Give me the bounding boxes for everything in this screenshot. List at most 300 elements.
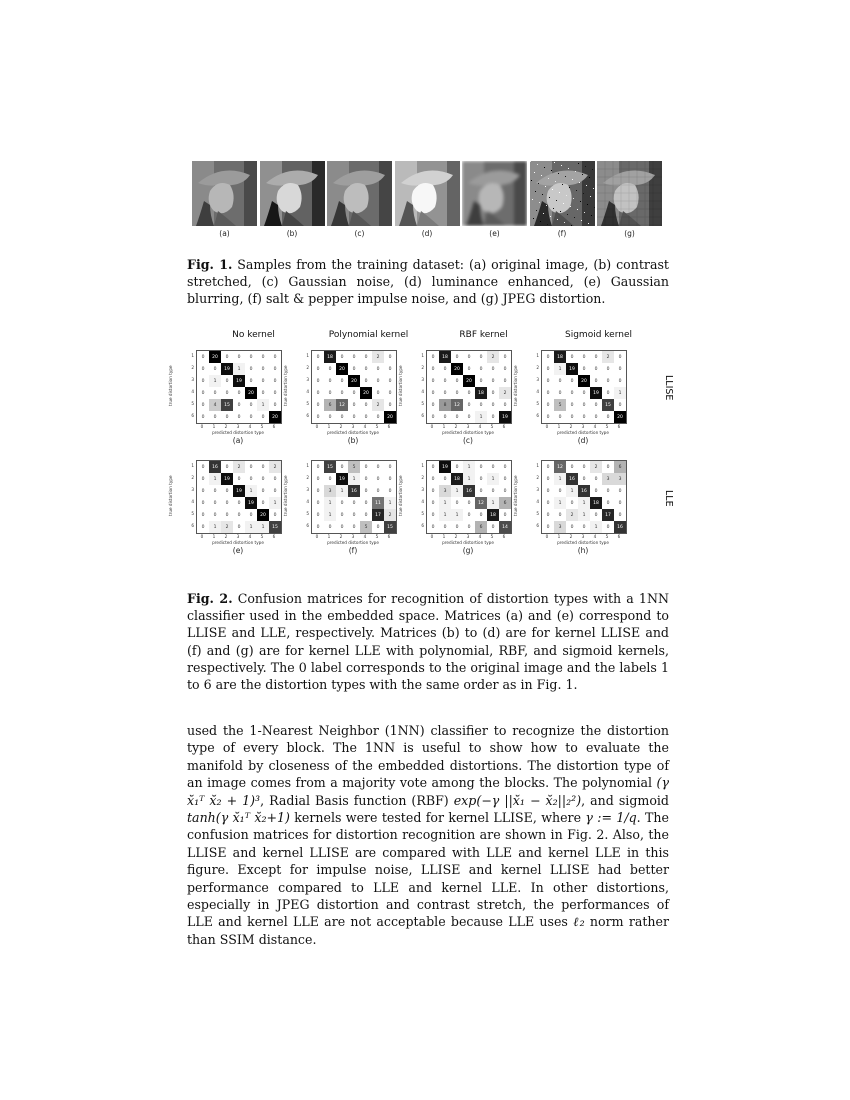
matrix-cell: 0	[336, 387, 348, 399]
matrix-x-tick: 3	[466, 534, 470, 539]
sample-image-5	[530, 161, 595, 226]
matrix-cell: 1	[554, 473, 566, 485]
matrix-x-tick: 4	[593, 534, 597, 539]
matrix-y-tick: 5	[191, 511, 194, 516]
matrix-cell: 11	[372, 497, 384, 509]
matrix-x-axis-label: predicted distortion type	[327, 540, 379, 545]
matrix-cell: 0	[336, 375, 348, 387]
polynomial-kernel-formula: (γ x̆₁ᵀ x̆₂ + 1)³	[187, 775, 669, 808]
matrix-x-tick: 3	[466, 424, 470, 429]
matrix-cell: 0	[451, 461, 463, 473]
matrix-x-tick: 3	[351, 534, 355, 539]
matrix-cell: 5	[554, 399, 566, 411]
matrix-y-tick: 3	[306, 487, 309, 492]
confusion-matrix-grid	[196, 460, 282, 534]
matrix-cell: 0	[324, 375, 336, 387]
matrix-cell: 0	[487, 411, 499, 423]
matrix-cell: 0	[614, 399, 626, 411]
matrix-x-axis-label: predicted distortion type	[327, 430, 379, 435]
matrix-cell: 1	[566, 485, 578, 497]
matrix-cell: 0	[197, 363, 209, 375]
sample-image-label: (a)	[219, 229, 230, 238]
confusion-matrix-a	[168, 344, 295, 445]
matrix-cell: 0	[348, 387, 360, 399]
matrix-x-tick: 2	[339, 534, 343, 539]
matrix-cell: 0	[348, 497, 360, 509]
confusion-matrix-h	[513, 454, 640, 555]
matrix-cell: 0	[566, 497, 578, 509]
matrix-cell: 0	[475, 375, 487, 387]
matrix-cell: 0	[372, 521, 384, 533]
matrix-cell: 20	[384, 411, 396, 423]
matrix-cell: 0	[257, 351, 269, 363]
matrix-x-tick: 5	[605, 424, 609, 429]
matrix-cell: 0	[463, 411, 475, 423]
matrix-cell: 0	[590, 473, 602, 485]
matrix-cell: 0	[578, 521, 590, 533]
matrix-cell: 0	[578, 411, 590, 423]
matrix-x-tick: 1	[212, 534, 216, 539]
matrix-cell: 0	[245, 375, 257, 387]
matrix-cell: 0	[499, 351, 511, 363]
matrix-cell: 0	[384, 461, 396, 473]
matrix-cell: 1	[257, 521, 269, 533]
matrix-y-tick: 5	[421, 511, 424, 516]
matrix-cell: 0	[360, 509, 372, 521]
matrix-cell: 0	[475, 399, 487, 411]
matrix-cell: 0	[499, 375, 511, 387]
matrix-cell: 0	[372, 485, 384, 497]
matrix-cell: 0	[269, 473, 281, 485]
matrix-x-tick: 0	[315, 424, 319, 429]
matrix-cell: 0	[209, 509, 221, 521]
sample-image-3	[395, 161, 460, 226]
matrix-cell: 0	[602, 375, 614, 387]
matrix-cell: 0	[312, 473, 324, 485]
matrix-cell: 12	[336, 399, 348, 411]
matrix-x-axis-label: predicted distortion type	[557, 430, 609, 435]
matrix-x-tick: 1	[442, 534, 446, 539]
matrix-cell: 0	[487, 485, 499, 497]
matrix-cell: 0	[439, 375, 451, 387]
matrix-x-tick: 6	[617, 424, 621, 429]
matrix-x-tick: 3	[236, 424, 240, 429]
matrix-x-tick: 0	[545, 424, 549, 429]
matrix-cell: 0	[209, 387, 221, 399]
matrix-y-tick: 2	[421, 475, 424, 480]
matrix-cell: 0	[233, 351, 245, 363]
matrix-cell: 0	[542, 387, 554, 399]
matrix-cell: 0	[590, 485, 602, 497]
matrix-x-tick: 2	[224, 424, 228, 429]
matrix-cell: 0	[312, 485, 324, 497]
matrix-cell: 0	[542, 375, 554, 387]
matrix-cell: 0	[221, 461, 233, 473]
matrix-cell: 0	[487, 363, 499, 375]
matrix-cell: 1	[348, 473, 360, 485]
matrix-cell: 0	[554, 387, 566, 399]
matrix-cell: 0	[614, 497, 626, 509]
matrix-cell: 16	[614, 521, 626, 533]
matrix-cell: 0	[475, 473, 487, 485]
matrix-x-tick: 4	[248, 534, 252, 539]
matrix-cell: 0	[312, 375, 324, 387]
matrix-cell: 0	[427, 521, 439, 533]
matrix-sublabel: (d)	[577, 436, 589, 445]
sample-image-label: (c)	[354, 229, 365, 238]
matrix-cell: 0	[312, 399, 324, 411]
sample-image-label: (f)	[557, 229, 567, 238]
matrix-cell: 1	[463, 473, 475, 485]
body-text-2: , Radial Basis function (RBF)	[260, 792, 454, 808]
confusion-matrix-b	[283, 344, 410, 445]
sample-image-label: (d)	[421, 229, 433, 238]
matrix-y-tick: 2	[306, 365, 309, 370]
matrix-cell: 6	[499, 497, 511, 509]
matrix-cell: 0	[372, 473, 384, 485]
matrix-y-tick: 1	[421, 353, 424, 358]
matrix-cell: 1	[257, 399, 269, 411]
matrix-cell: 0	[602, 521, 614, 533]
body-text-5: . The confusion matrices for distortion recognition are shown in Fig. 2. Also, the LLISE and kernel LLISE are compared with LLE and kernel LLE in this figure. Except for impulse noise, LLISE and kernel LLISE had better performance compared to LLE and kernel LLE. In other distortions, especially in JPEG distortion and contrast stretch, the performances of LLE and kernel LLE are not acceptable because LLE uses	[187, 810, 669, 930]
row-title-lle: LLE	[663, 489, 674, 507]
matrix-cell: 2	[384, 509, 396, 521]
matrix-sublabel: (g)	[462, 546, 474, 555]
figure-1-caption-label: Fig. 1.	[187, 257, 233, 272]
matrix-cell: 0	[475, 351, 487, 363]
matrix-cell: 0	[360, 497, 372, 509]
matrix-cell: 0	[209, 485, 221, 497]
matrix-y-tick: 3	[421, 487, 424, 492]
matrix-cell: 0	[427, 351, 439, 363]
matrix-cell: 2	[269, 461, 281, 473]
matrix-y-tick: 5	[536, 401, 539, 406]
confusion-matrix-g	[398, 454, 525, 555]
matrix-y-tick: 6	[191, 413, 194, 418]
gamma-definition: γ := 1/q	[585, 810, 637, 826]
matrix-cell: 0	[197, 461, 209, 473]
matrix-cell: 0	[499, 485, 511, 497]
matrix-cell: 0	[245, 399, 257, 411]
matrix-x-tick: 4	[363, 534, 367, 539]
matrix-cell: 0	[197, 497, 209, 509]
matrix-cell: 18	[590, 497, 602, 509]
matrix-y-tick: 4	[536, 499, 539, 504]
matrix-cell: 0	[257, 387, 269, 399]
matrix-cell: 1	[487, 473, 499, 485]
matrix-cell: 0	[487, 387, 499, 399]
matrix-cell: 0	[269, 399, 281, 411]
matrix-cell: 1	[614, 387, 626, 399]
matrix-cell: 0	[384, 375, 396, 387]
matrix-cell: 2	[487, 351, 499, 363]
matrix-cell: 0	[372, 411, 384, 423]
matrix-cell: 0	[578, 351, 590, 363]
matrix-cell: 0	[372, 461, 384, 473]
matrix-x-tick: 6	[502, 534, 506, 539]
sample-image-4	[462, 161, 527, 226]
matrix-cell: 0	[590, 351, 602, 363]
matrix-cell: 0	[312, 521, 324, 533]
matrix-cell: 2	[221, 521, 233, 533]
matrix-cell: 0	[221, 497, 233, 509]
matrix-y-tick: 4	[536, 389, 539, 394]
matrix-cell: 0	[439, 521, 451, 533]
matrix-cell: 16	[348, 485, 360, 497]
matrix-cell: 15	[221, 399, 233, 411]
matrix-cell: 0	[233, 509, 245, 521]
matrix-x-tick: 0	[200, 424, 204, 429]
matrix-cell: 20	[257, 509, 269, 521]
matrix-cell: 1	[439, 497, 451, 509]
matrix-y-tick: 3	[191, 377, 194, 382]
matrix-cell: 1	[451, 485, 463, 497]
matrix-cell: 19	[439, 461, 451, 473]
figure-2-caption	[187, 590, 669, 693]
matrix-cell: 0	[257, 363, 269, 375]
matrix-cell: 0	[245, 461, 257, 473]
matrix-y-tick: 5	[306, 511, 309, 516]
matrix-cell: 18	[487, 509, 499, 521]
matrix-cell: 0	[590, 363, 602, 375]
matrix-cell: 0	[542, 399, 554, 411]
matrix-y-tick: 3	[421, 377, 424, 382]
matrix-cell: 0	[257, 473, 269, 485]
matrix-cell: 0	[384, 351, 396, 363]
matrix-cell: 0	[463, 509, 475, 521]
matrix-cell: 0	[197, 485, 209, 497]
matrix-cell: 0	[324, 363, 336, 375]
matrix-cell: 0	[233, 521, 245, 533]
matrix-cell: 20	[451, 363, 463, 375]
matrix-cell: 0	[269, 363, 281, 375]
matrix-cell: 0	[348, 363, 360, 375]
matrix-x-tick: 2	[569, 534, 573, 539]
matrix-x-axis-label: predicted distortion type	[212, 430, 264, 435]
matrix-cell: 0	[614, 351, 626, 363]
matrix-cell: 0	[439, 473, 451, 485]
matrix-cell: 0	[451, 387, 463, 399]
matrix-cell: 0	[463, 497, 475, 509]
confusion-matrix-grid	[196, 350, 282, 424]
matrix-cell: 0	[360, 351, 372, 363]
matrix-cell: 0	[566, 521, 578, 533]
matrix-cell: 20	[209, 351, 221, 363]
matrix-y-axis-label: true distortion type	[283, 365, 288, 407]
matrix-cell: 0	[475, 461, 487, 473]
matrix-cell: 3	[554, 521, 566, 533]
matrix-cell: 0	[233, 387, 245, 399]
matrix-cell: 0	[542, 351, 554, 363]
matrix-sublabel: (b)	[347, 436, 359, 445]
matrix-cell: 0	[221, 485, 233, 497]
matrix-x-tick: 3	[351, 424, 355, 429]
matrix-y-tick: 1	[306, 353, 309, 358]
matrix-cell: 18	[475, 387, 487, 399]
matrix-x-tick: 6	[617, 534, 621, 539]
matrix-cell: 2	[566, 509, 578, 521]
matrix-cell: 16	[463, 485, 475, 497]
matrix-cell: 0	[463, 521, 475, 533]
matrix-cell: 0	[427, 461, 439, 473]
matrix-y-tick: 2	[191, 365, 194, 370]
sample-image-1	[260, 161, 325, 226]
matrix-cell: 0	[590, 399, 602, 411]
matrix-cell: 0	[372, 375, 384, 387]
matrix-x-tick: 6	[272, 424, 276, 429]
matrix-cell: 19	[566, 363, 578, 375]
matrix-cell: 0	[336, 461, 348, 473]
matrix-cell: 1	[324, 509, 336, 521]
matrix-cell: 0	[233, 473, 245, 485]
matrix-cell: 1	[245, 521, 257, 533]
matrix-cell: 1	[233, 363, 245, 375]
matrix-x-tick: 6	[387, 534, 391, 539]
matrix-y-tick: 4	[421, 389, 424, 394]
matrix-cell: 4	[209, 399, 221, 411]
matrix-cell: 0	[269, 509, 281, 521]
matrix-cell: 0	[372, 363, 384, 375]
matrix-cell: 0	[269, 351, 281, 363]
matrix-cell: 6	[614, 461, 626, 473]
matrix-cell: 0	[384, 363, 396, 375]
matrix-cell: 15	[269, 521, 281, 533]
matrix-cell: 0	[554, 509, 566, 521]
matrix-y-axis-label: true distortion type	[168, 475, 173, 517]
matrix-cell: 20	[360, 387, 372, 399]
matrix-cell: 0	[554, 375, 566, 387]
matrix-x-tick: 3	[581, 424, 585, 429]
matrix-cell: 14	[499, 521, 511, 533]
matrix-cell: 0	[427, 387, 439, 399]
matrix-x-tick: 4	[478, 424, 482, 429]
matrix-cell: 0	[487, 461, 499, 473]
confusion-matrix-d	[513, 344, 640, 445]
matrix-cell: 19	[233, 485, 245, 497]
matrix-x-tick: 2	[339, 424, 343, 429]
matrix-cell: 1	[590, 521, 602, 533]
l2-norm-symbol: ℓ₂	[573, 914, 585, 930]
matrix-cell: 0	[487, 521, 499, 533]
matrix-cell: 0	[427, 497, 439, 509]
matrix-cell: 0	[312, 509, 324, 521]
matrix-cell: 0	[312, 497, 324, 509]
matrix-cell: 0	[209, 411, 221, 423]
matrix-y-tick: 5	[306, 401, 309, 406]
matrix-cell: 0	[197, 387, 209, 399]
matrix-cell: 0	[578, 363, 590, 375]
matrix-y-axis-label: true distortion type	[513, 475, 518, 517]
matrix-cell: 0	[602, 387, 614, 399]
matrix-cell: 0	[336, 351, 348, 363]
matrix-cell: 0	[336, 497, 348, 509]
figure-2-confusion-matrices	[168, 326, 674, 586]
matrix-sublabel: (a)	[232, 436, 244, 445]
figure-2-caption-label: Fig. 2.	[187, 591, 233, 606]
confusion-matrix-grid	[426, 460, 512, 534]
matrix-cell: 19	[336, 473, 348, 485]
matrix-cell: 0	[590, 509, 602, 521]
matrix-cell: 0	[197, 375, 209, 387]
matrix-cell: 0	[475, 509, 487, 521]
matrix-cell: 18	[439, 351, 451, 363]
matrix-cell: 0	[197, 509, 209, 521]
matrix-x-tick: 0	[200, 534, 204, 539]
matrix-cell: 0	[499, 473, 511, 485]
matrix-cell: 0	[348, 509, 360, 521]
matrix-cell: 0	[427, 473, 439, 485]
figure-1-strip	[192, 161, 662, 241]
matrix-cell: 0	[542, 509, 554, 521]
matrix-cell: 1	[554, 363, 566, 375]
matrix-cell: 20	[269, 411, 281, 423]
matrix-cell: 0	[427, 485, 439, 497]
matrix-x-tick: 0	[430, 424, 434, 429]
matrix-cell: 2	[372, 399, 384, 411]
matrix-cell: 3	[439, 485, 451, 497]
matrix-cell: 0	[257, 497, 269, 509]
matrix-y-tick: 2	[536, 475, 539, 480]
matrix-x-tick: 3	[581, 534, 585, 539]
matrix-cell: 0	[487, 399, 499, 411]
confusion-matrix-grid	[311, 350, 397, 424]
matrix-cell: 0	[566, 399, 578, 411]
matrix-x-tick: 1	[327, 534, 331, 539]
matrix-x-tick: 4	[593, 424, 597, 429]
matrix-cell: 20	[336, 363, 348, 375]
matrix-cell: 0	[312, 461, 324, 473]
matrix-cell: 0	[463, 399, 475, 411]
matrix-cell: 0	[463, 351, 475, 363]
figure-2-caption-text: Confusion matrices for recognition of distortion types with a 1NN classifier used in the embedded space. Matrices (a) and (e) correspond to LLISE and LLE, respectively. Matrices (b) to (d) are for kernel LLISE and (f) and (g) are for kernel LLE with polynomial, RBF, and sigmoid kernels, respectively. The 0 label corresponds to the original image and the labels 1 to 6 are the distortion types with the same order as in Fig. 1.	[187, 591, 669, 693]
matrix-cell: 2	[233, 461, 245, 473]
matrix-cell: 1	[487, 497, 499, 509]
matrix-cell: 0	[566, 411, 578, 423]
matrix-x-tick: 5	[375, 534, 379, 539]
matrix-cell: 0	[542, 473, 554, 485]
matrix-cell: 20	[348, 375, 360, 387]
matrix-cell: 0	[499, 461, 511, 473]
matrix-cell: 16	[209, 461, 221, 473]
sample-image-0	[192, 161, 257, 226]
matrix-cell: 0	[542, 497, 554, 509]
matrix-cell: 0	[245, 363, 257, 375]
body-text-6: norm rather than SSIM distance.	[187, 914, 670, 947]
matrix-cell: 2	[372, 351, 384, 363]
sample-image-6	[597, 161, 662, 226]
matrix-cell: 0	[360, 461, 372, 473]
matrix-y-tick: 4	[191, 499, 194, 504]
matrix-y-tick: 6	[421, 523, 424, 528]
matrix-cell: 0	[372, 387, 384, 399]
matrix-cell: 0	[348, 411, 360, 423]
matrix-cell: 0	[257, 461, 269, 473]
confusion-matrix-f	[283, 454, 410, 555]
matrix-y-tick: 4	[306, 389, 309, 394]
body-paragraph	[187, 722, 669, 948]
matrix-cell: 0	[384, 473, 396, 485]
matrix-cell: 6	[324, 399, 336, 411]
matrix-y-tick: 1	[191, 463, 194, 468]
sample-image-2	[327, 161, 392, 226]
matrix-x-tick: 2	[224, 534, 228, 539]
matrix-cell: 0	[233, 399, 245, 411]
matrix-x-tick: 0	[545, 534, 549, 539]
matrix-cell: 15	[324, 461, 336, 473]
matrix-cell: 0	[324, 387, 336, 399]
row-title-llise: LLISE	[663, 375, 674, 401]
matrix-cell: 2	[590, 461, 602, 473]
